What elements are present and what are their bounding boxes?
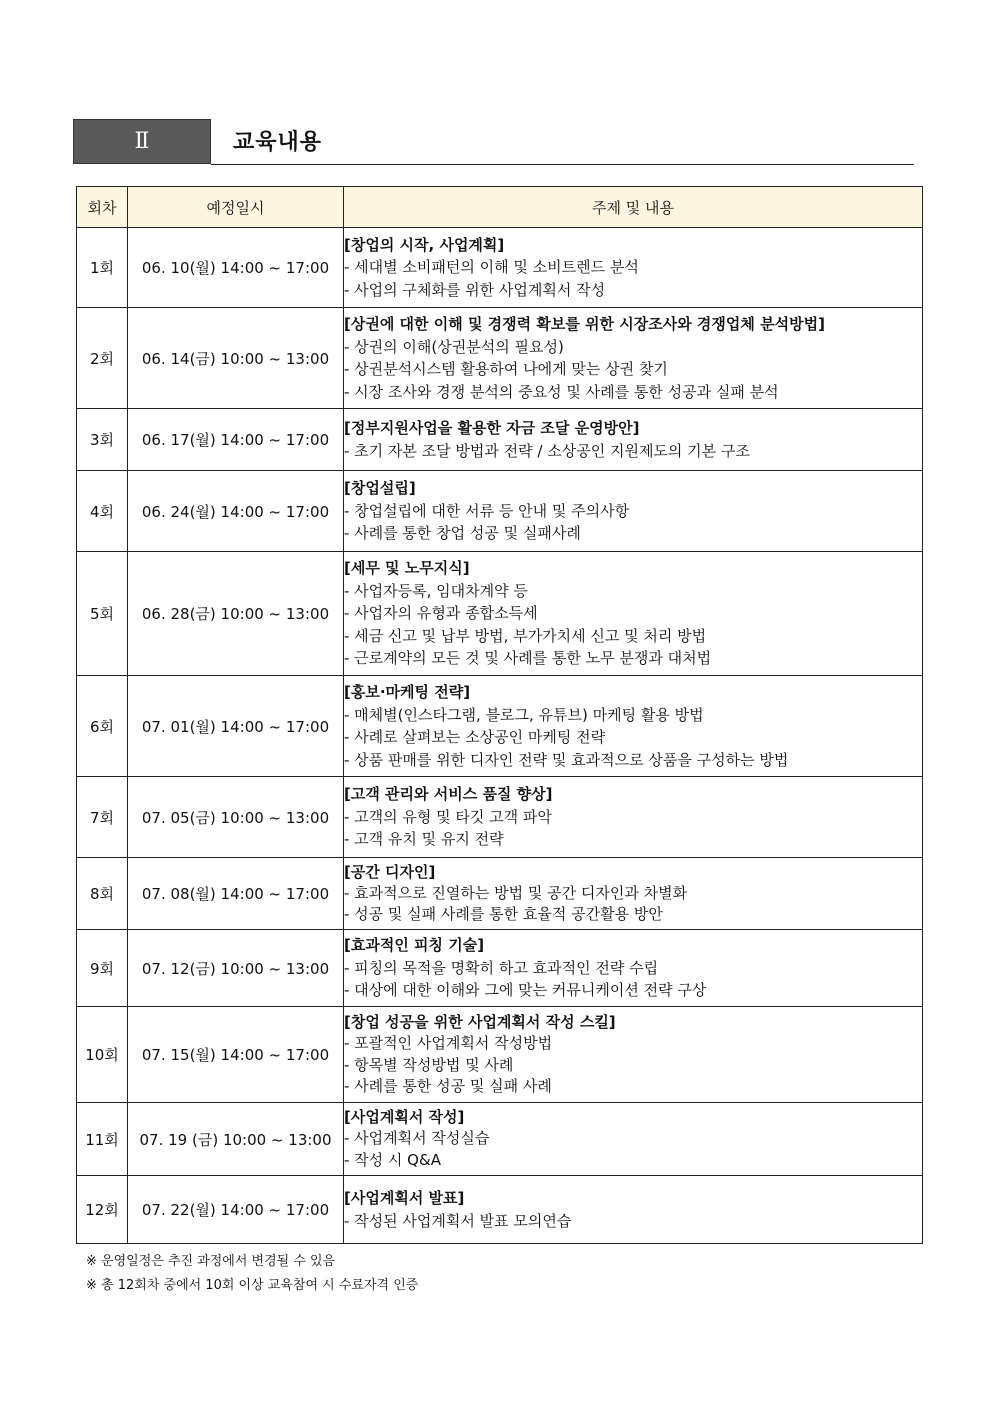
table-row xyxy=(77,777,923,858)
content-cell xyxy=(344,471,923,552)
table-row xyxy=(77,471,923,552)
table-row xyxy=(77,552,923,676)
content-cell xyxy=(344,1103,923,1176)
content-item: - 세대별 소비패턴의 이해 및 소비트렌드 분석 xyxy=(344,258,639,277)
date-cell: 06. 24(월) 14:00 ~ 17:00 xyxy=(128,471,344,552)
content-item: - 사례를 통한 창업 성공 및 실패사례 xyxy=(344,524,581,543)
content-cell xyxy=(344,930,923,1007)
round-cell: 9회 xyxy=(77,930,128,1007)
table-row xyxy=(77,409,923,471)
schedule-table xyxy=(76,186,923,1244)
content-item: - 피칭의 목적을 명확히 하고 효과적인 전략 수립 xyxy=(344,958,659,977)
header-content: 주제 및 내용 xyxy=(344,187,923,228)
section-header xyxy=(73,119,914,165)
date-cell: 07. 19 (금) 10:00 ~ 13:00 xyxy=(128,1103,344,1176)
date-cell: 07. 05(금) 10:00 ~ 13:00 xyxy=(128,777,344,858)
content-item: - 상권의 이해(상권분석의 필요성) xyxy=(344,337,564,356)
topic-title: [상권에 대한 이해 및 경쟁력 확보를 위한 시장조사와 경쟁업체 분석방법] xyxy=(344,315,825,333)
table-row xyxy=(77,930,923,1007)
topic-title: [사업계획서 발표] xyxy=(344,1189,465,1207)
content-cell xyxy=(344,858,923,930)
content-item: - 고객의 유형 및 타깃 고객 파악 xyxy=(344,807,552,826)
table-row xyxy=(77,228,923,308)
table-row xyxy=(77,1103,923,1176)
content-item: - 작성 시 Q&A xyxy=(344,1150,441,1169)
date-cell: 07. 08(월) 14:00 ~ 17:00 xyxy=(128,858,344,930)
round-cell: 1회 xyxy=(77,228,128,308)
round-cell: 2회 xyxy=(77,308,128,409)
footnotes xyxy=(86,1250,418,1298)
date-cell: 06. 10(월) 14:00 ~ 17:00 xyxy=(128,228,344,308)
round-cell: 10회 xyxy=(77,1007,128,1103)
content-item: - 사업자의 유형과 종합소득세 xyxy=(344,604,538,623)
round-cell: 8회 xyxy=(77,858,128,930)
content-cell xyxy=(344,409,923,471)
content-item: - 사업자등록, 임대차계약 등 xyxy=(344,581,528,600)
content-item: - 고객 유치 및 유지 전략 xyxy=(344,830,504,849)
date-cell: 07. 01(월) 14:00 ~ 17:00 xyxy=(128,676,344,777)
content-item: - 사례를 통한 성공 및 실패 사례 xyxy=(344,1077,552,1095)
table-row xyxy=(77,1007,923,1103)
date-cell: 06. 17(월) 14:00 ~ 17:00 xyxy=(128,409,344,471)
section-divider xyxy=(211,164,914,165)
content-item: - 세금 신고 및 납부 방법, 부가가치세 신고 및 처리 방법 xyxy=(344,626,707,645)
content-item: - 성공 및 실패 사례를 통한 효율적 공간활용 방안 xyxy=(344,905,663,923)
round-cell: 3회 xyxy=(77,409,128,471)
topic-title: [창업 성공을 위한 사업계획서 작성 스킬] xyxy=(344,1012,616,1031)
content-item: - 사업의 구체화를 위한 사업계획서 작성 xyxy=(344,280,606,299)
table-row xyxy=(77,1176,923,1244)
content-item: - 사례로 살펴보는 소상공인 마케팅 전략 xyxy=(344,728,606,746)
content-item: - 근로계약의 모든 것 및 사례를 통한 노무 분쟁과 대처법 xyxy=(344,649,712,668)
round-cell: 12회 xyxy=(77,1176,128,1244)
content-item: - 매체별(인스타그램, 블로그, 유튜브) 마케팅 활용 방법 xyxy=(344,705,704,724)
content-item: - 대상에 대한 이해와 그에 맞는 커뮤니케이션 전략 구상 xyxy=(344,981,707,1000)
content-cell xyxy=(344,777,923,858)
table-header-row xyxy=(77,187,923,228)
date-cell: 06. 14(금) 10:00 ~ 13:00 xyxy=(128,308,344,409)
section-title: 교육내용 xyxy=(233,130,323,155)
topic-title: [창업설립] xyxy=(344,479,416,498)
round-cell: 4회 xyxy=(77,471,128,552)
round-cell: 5회 xyxy=(77,552,128,676)
date-cell: 07. 15(월) 14:00 ~ 17:00 xyxy=(128,1007,344,1103)
topic-title: [고객 관리와 서비스 품질 향상] xyxy=(344,785,553,804)
round-cell: 7회 xyxy=(77,777,128,858)
topic-title: [세무 및 노무지식] xyxy=(344,559,470,578)
round-cell: 11회 xyxy=(77,1103,128,1176)
header-date: 예정일시 xyxy=(128,187,344,228)
content-item: - 포괄적인 사업계획서 작성방법 xyxy=(344,1034,553,1052)
topic-title: [사업계획서 작성] xyxy=(344,1107,465,1126)
topic-title: [창업의 시작, 사업계획] xyxy=(344,235,505,254)
content-item: - 효과적으로 진열하는 방법 및 공간 디자인과 차별화 xyxy=(344,884,688,902)
footnote: ※ 총 12회차 중에서 10회 이상 교육참여 시 수료자격 인증 xyxy=(86,1278,419,1293)
content-item: - 작성된 사업계획서 발표 모의연습 xyxy=(344,1211,572,1230)
content-item: - 상권분석시스템 활용하여 나에게 맞는 상권 찾기 xyxy=(344,360,668,378)
content-cell xyxy=(344,228,923,308)
table-row xyxy=(77,858,923,930)
content-item: - 시장 조사와 경쟁 분석의 중요성 및 사례를 통한 성공과 실패 분석 xyxy=(344,382,779,401)
content-item: - 상품 판매를 위한 디자인 전략 및 효과적으로 상품을 구성하는 방법 xyxy=(344,750,789,769)
topic-title: [홍보·마케팅 전략] xyxy=(344,683,471,701)
content-item: - 항목별 작성방법 및 사례 xyxy=(344,1055,514,1074)
content-cell xyxy=(344,676,923,777)
topic-title: [공간 디자인] xyxy=(344,863,436,881)
content-cell xyxy=(344,552,923,676)
date-cell: 07. 12(금) 10:00 ~ 13:00 xyxy=(128,930,344,1007)
content-cell xyxy=(344,308,923,409)
content-item: - 사업계획서 작성실습 xyxy=(344,1129,490,1148)
content-cell xyxy=(344,1176,923,1244)
section-number: Ⅱ xyxy=(73,119,211,164)
content-cell xyxy=(344,1007,923,1103)
round-cell: 6회 xyxy=(77,676,128,777)
table-row xyxy=(77,308,923,409)
table-row xyxy=(77,676,923,777)
footnote: ※ 운영일정은 추진 과정에서 변경될 수 있음 xyxy=(86,1254,336,1269)
content-item: - 초기 자본 조달 방법과 전략 / 소상공인 지원제도의 기본 구조 xyxy=(344,441,750,460)
date-cell: 06. 28(금) 10:00 ~ 13:00 xyxy=(128,552,344,676)
content-item: - 창업설립에 대한 서류 등 안내 및 주의사항 xyxy=(344,501,630,520)
topic-title: [효과적인 피칭 기술] xyxy=(344,936,485,955)
header-round: 회차 xyxy=(77,187,128,228)
topic-title: [정부지원사업을 활용한 자금 조달 운영방안] xyxy=(344,419,640,437)
date-cell: 07. 22(월) 14:00 ~ 17:00 xyxy=(128,1176,344,1244)
